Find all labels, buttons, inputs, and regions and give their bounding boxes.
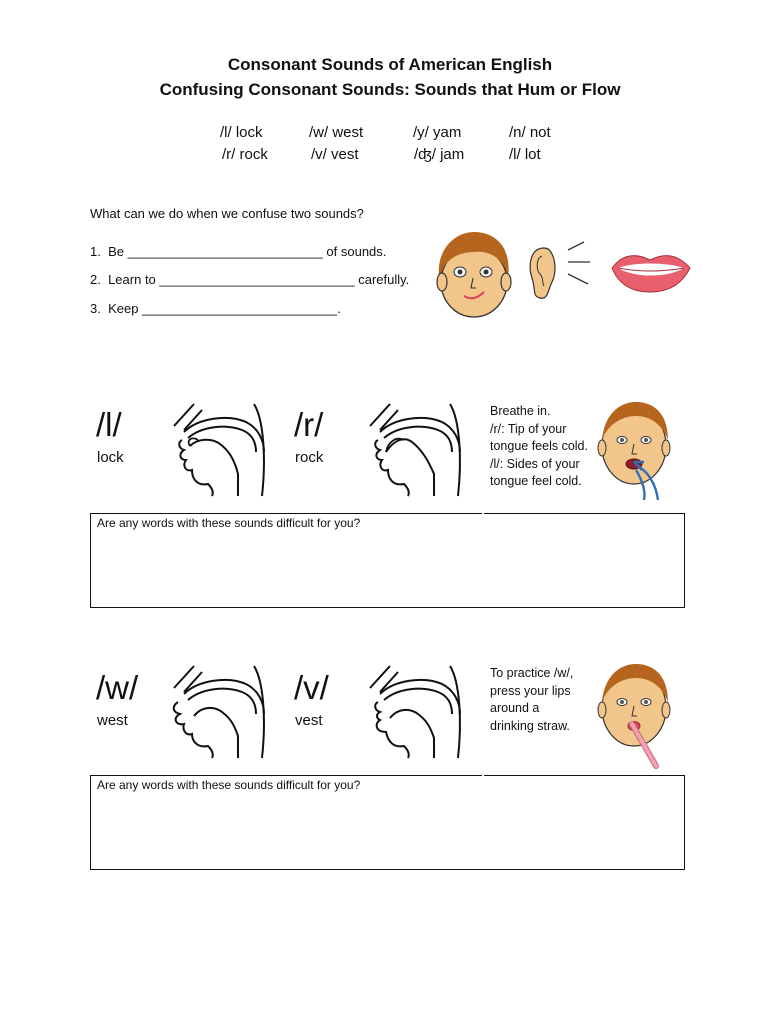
pair-top-2: /w/ west	[309, 124, 364, 141]
sound-word-rock: rock	[295, 449, 324, 466]
tip-line: tongue feels cold.	[490, 439, 588, 453]
pair-bottom-4: /l/ lot	[509, 146, 541, 163]
straw-face-icon	[600, 662, 676, 770]
sound-symbol-l: /l/	[96, 406, 122, 443]
strategy-item-2	[90, 272, 409, 287]
pair-top-4: /n/ not	[509, 124, 551, 141]
difficult-words-box-2[interactable]	[90, 775, 685, 870]
strategy-item-3	[90, 301, 341, 316]
tip-line: To practice /w/,	[490, 666, 574, 680]
tip-line: /l/: Sides of your	[490, 456, 580, 471]
item-number: 1.	[90, 244, 101, 259]
pair-bottom-2: /v/ vest	[311, 146, 359, 163]
pair-bottom-3: /ʤ/ jam	[414, 146, 465, 163]
tip-line: Breathe in.	[490, 404, 551, 418]
page-subtitle: Confusing Consonant Sounds: Sounds that Hum or Flow	[159, 80, 621, 99]
pair-top-1: /l/ lock	[220, 124, 263, 141]
sound-word-west: west	[97, 712, 128, 729]
box-prompt: Are any words with these sounds difficult for you?	[97, 516, 361, 530]
item-number: 3.	[90, 301, 101, 316]
sound-symbol-v: /v/	[294, 669, 329, 706]
item-text: Be ___________________________ of sounds.	[108, 244, 387, 259]
sound-symbol-r: /r/	[294, 406, 324, 443]
sound-word-lock: lock	[97, 449, 124, 466]
strategy-item-1	[90, 244, 386, 259]
pair-bottom-1: /r/ rock	[222, 146, 268, 163]
ear-icon	[526, 238, 596, 302]
tip-line: drinking straw.	[490, 718, 570, 733]
mouth-diagram-v-icon	[364, 662, 464, 760]
box-prompt: Are any words with these sounds difficult for you?	[97, 778, 361, 792]
item-number: 2.	[90, 272, 101, 287]
difficult-words-box-1[interactable]	[90, 513, 685, 608]
mouth-diagram-w-icon	[168, 662, 268, 760]
tip-straw	[490, 665, 602, 735]
box-gap	[482, 774, 484, 778]
listening-face-icon	[434, 230, 514, 320]
sound-symbol-w: /w/	[96, 669, 139, 706]
tip-line: around a	[490, 701, 540, 715]
tip-line: /r/: Tip of your	[490, 421, 567, 436]
box-gap	[482, 512, 484, 516]
pair-top-3: /y/ yam	[413, 124, 462, 141]
breathing-face-icon	[600, 400, 676, 502]
tip-line: tongue feel cold.	[490, 474, 582, 488]
tip-line: press your lips	[490, 683, 571, 698]
page-title: Consonant Sounds of American English	[227, 55, 553, 74]
mouth-diagram-r-icon	[364, 400, 464, 498]
mouth-diagram-l-icon	[168, 400, 268, 498]
mouth-icon	[610, 248, 692, 294]
strategy-question: What can we do when we confuse two sounds?	[90, 206, 364, 221]
tip-breathe	[490, 403, 602, 491]
sound-word-vest: vest	[295, 712, 323, 729]
item-text: Keep ___________________________.	[108, 301, 341, 316]
item-text: Learn to ___________________________ carefully.	[108, 272, 410, 287]
